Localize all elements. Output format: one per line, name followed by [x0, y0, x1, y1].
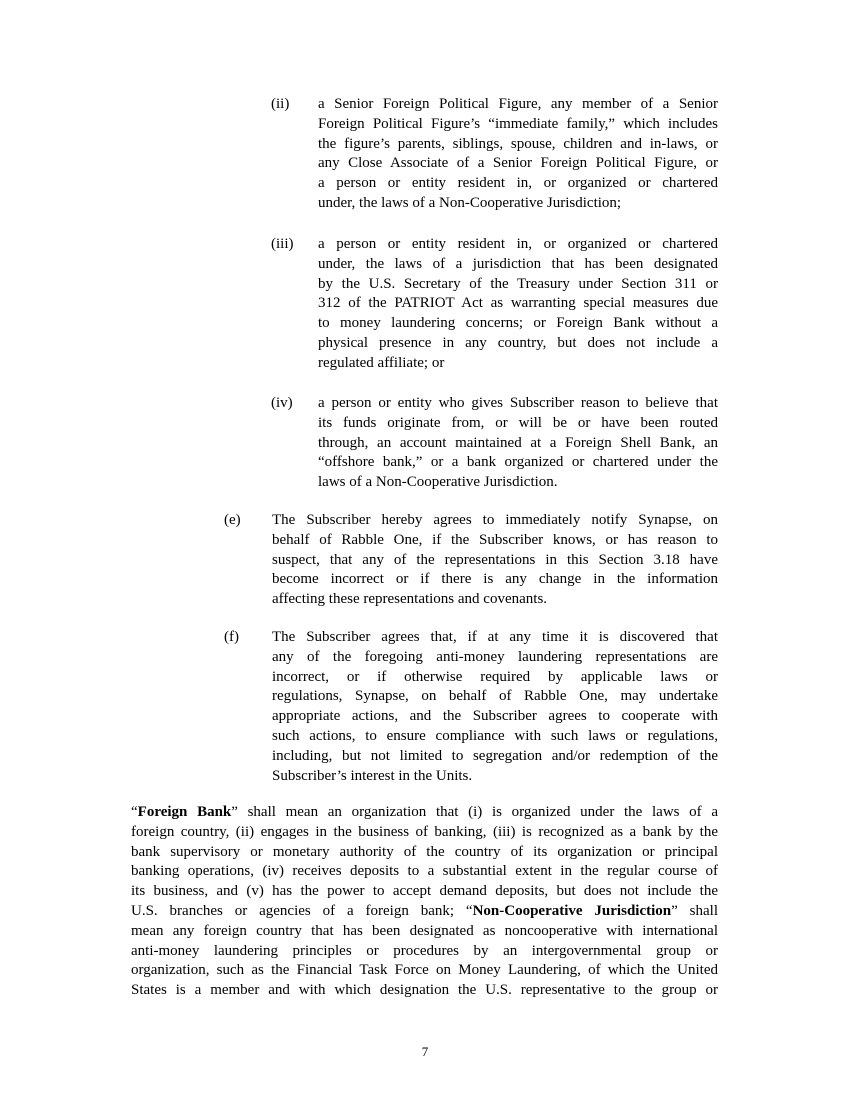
subclause-marker: (iv)	[271, 395, 293, 411]
text-line: behalf of Rabble One, if the Subscriber knows, or has reason to	[272, 531, 718, 548]
page-number: 7	[421, 1044, 429, 1059]
text-line: suspect, that any of the representations in this Section 3.18 have	[272, 551, 718, 568]
subclause-text	[318, 394, 718, 493]
text-line: any of the foregoing anti-money laundering representations are	[272, 648, 718, 665]
text-fragment: ” shall	[671, 902, 718, 919]
text-line: such actions, to ensure compliance with such laws or regulations,	[272, 727, 718, 744]
text-line: a person or entity resident in, or organized or chartered	[318, 236, 718, 252]
text-line: regulated affiliate; or	[318, 354, 445, 371]
clause-marker: (e)	[224, 512, 241, 528]
defined-term-non-cooperative-jurisdiction: Non-Cooperative Jurisdiction	[472, 902, 672, 919]
text-line: banking operations, (iv) receives deposits to a substantial extent in the regular course of	[131, 863, 718, 880]
text-line: through, an account maintained at a Foreign Shell Bank, an	[318, 434, 718, 451]
text-line: anti-money laundering principles or procedures by an intergovernmental group or	[131, 942, 718, 959]
text-line: organization, such as the Financial Task Force on Money Laundering, of which the United	[131, 962, 718, 979]
text-line: incorrect, or if otherwise required by applicable laws or	[272, 668, 718, 685]
text-line: under, the laws of a Non-Cooperative Jurisdiction;	[318, 194, 622, 211]
quote-mark: “	[131, 804, 138, 820]
text-line: its business, and (v) has the power to accept demand deposits, but does not include the	[131, 883, 718, 900]
defined-term-foreign-bank: Foreign Bank	[137, 804, 232, 820]
text-line	[131, 902, 718, 922]
text-line: its funds originate from, or will be or have been routed	[318, 414, 718, 431]
clause-marker: (f)	[224, 629, 239, 645]
text-line: to money laundering concerns; or Foreign Bank without a	[318, 315, 718, 332]
text-line: any Close Associate of a Senior Foreign Political Figure, or	[318, 155, 718, 172]
definitions-paragraph	[131, 803, 718, 1001]
text-line: including, but not limited to segregation and/or redemption of the	[272, 747, 718, 764]
text-line: a person or entity who gives Subscriber reason to believe that	[318, 395, 718, 411]
text-line: “offshore bank,” or a bank organized or chartered under the	[318, 454, 718, 471]
subclause-ii	[271, 95, 718, 215]
text-line: physical presence in any country, but does not include a	[318, 334, 718, 351]
text-line: States is a member and with which designation the U.S. representative to the group or	[131, 982, 718, 999]
text-line: Subscriber’s interest in the Units.	[272, 767, 473, 784]
text-fragment: U.S. branches or agencies of a foreign bank; “	[131, 902, 473, 919]
text-line: the figure’s parents, siblings, spouse, children and in-laws, or	[318, 135, 718, 152]
text-line: 312 of the PATRIOT Act as warranting special measures due	[318, 295, 718, 312]
text-line: laws of a Non-Cooperative Jurisdiction.	[318, 474, 558, 491]
clause-text	[272, 628, 718, 786]
subclause-marker: (iii)	[271, 236, 294, 252]
text-line	[131, 803, 718, 823]
subclause-text	[318, 95, 718, 214]
text-line: Foreign Political Figure’s “immediate family,” which includes	[318, 115, 718, 132]
subclause-iv	[271, 394, 718, 494]
text-line: a person or entity resident in, or organized or chartered	[318, 175, 718, 192]
text-line: become incorrect or if there is any change in the information	[272, 571, 718, 588]
text-line: bank supervisory or monetary authority of the country of its organization or principal	[131, 843, 718, 860]
subclause-iii	[271, 235, 718, 375]
text-line: mean any foreign country that has been designated as noncooperative with international	[131, 922, 718, 939]
text-line: under, the laws of a jurisdiction that has been designated	[318, 255, 718, 272]
text-line: foreign country, (ii) engages in the business of banking, (iii) is recognized as a bank by the	[131, 823, 718, 840]
clause-e	[224, 511, 718, 611]
text-line: affecting these representations and covenants.	[272, 591, 548, 608]
text-line: regulations, Synapse, on behalf of Rabble One, may undertake	[272, 688, 718, 705]
text-fragment: ” shall mean an organization that (i) is organized under the laws of a	[231, 804, 719, 820]
text-line: The Subscriber agrees that, if at any time it is discovered that	[272, 629, 718, 645]
text-line: The Subscriber hereby agrees to immediately notify Synapse, on	[272, 512, 718, 528]
text-line: appropriate actions, and the Subscriber agrees to cooperate with	[272, 708, 718, 725]
clause-text	[272, 511, 718, 610]
subclause-text	[318, 235, 718, 374]
clause-f	[224, 628, 718, 788]
text-line: by the U.S. Secretary of the Treasury under Section 311 or	[318, 275, 718, 292]
subclause-marker: (ii)	[271, 96, 290, 112]
text-line: a Senior Foreign Political Figure, any member of a Senior	[318, 96, 718, 112]
